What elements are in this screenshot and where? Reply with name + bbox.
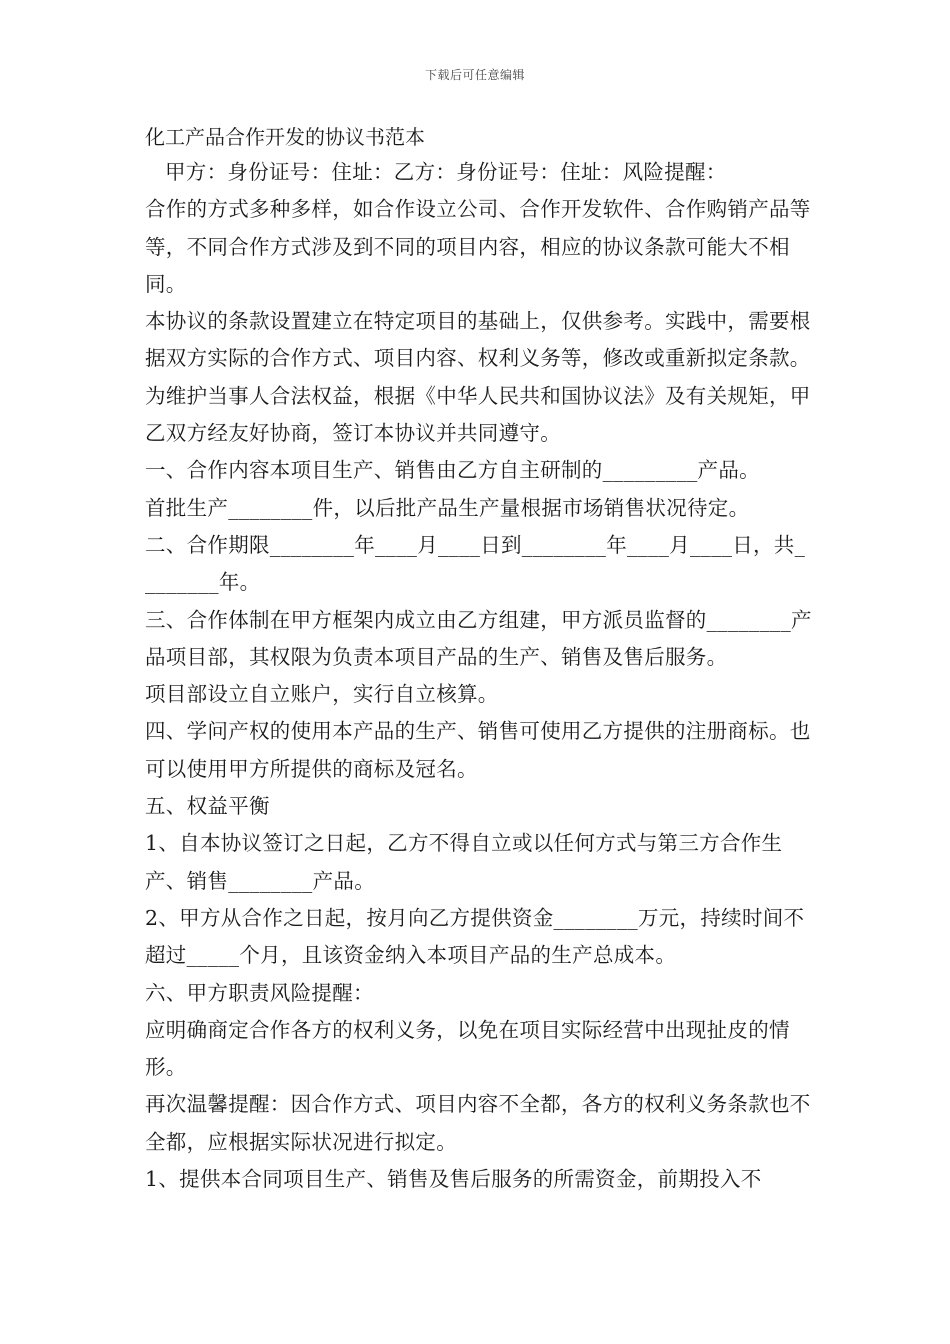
paragraph-clause-4: 四、学问产权的使用本产品的生产、销售可使用乙方提供的注册商标。也可以使用甲方所提供的商标及冠名。 xyxy=(145,719,811,781)
paragraph-clause-5-item-1: 1、自本协议签订之日起，乙方不得自立或以任何方式与第三方合作生产、销售________产品。 xyxy=(145,831,783,893)
paragraph-clause-5-item-2: 2、甲方从合作之日起，按月向乙方提供资金________万元，持续时间不超过_____个月，且该资金纳入本项目产品的生产总成本。 xyxy=(145,905,805,968)
paragraph-clause-1: 一、合作内容本项目生产、销售由乙方自主研制的_________产品。 xyxy=(145,458,760,483)
document-body xyxy=(145,120,815,1198)
paragraph-parties: 甲方：身份证号：住址：乙方：身份证号：住址：风险提醒： xyxy=(165,160,727,184)
document-title: 化工产品合作开发的协议书范本 xyxy=(145,125,425,149)
paragraph-clause-3-accounting: 项目部设立自立账户，实行自立核算。 xyxy=(145,682,499,707)
page-header: 下载后可任意编辑 xyxy=(424,68,525,82)
paragraph-clause-1-quantity: 首批生产________件，以后批产品生产量根据市场销售状况待定。 xyxy=(145,495,750,520)
paragraph-clause-6-heading: 六、甲方职责风险提醒： xyxy=(145,980,374,1005)
paragraph-clause-2: 二、合作期限________年____月____日到________年____月____日，共________年。 xyxy=(145,532,806,595)
paragraph-clause-3: 三、合作体制在甲方框架内成立由乙方组建，甲方派员监督的________产品项目部，其权限为负责本项目产品的生产、销售及售后服务。 xyxy=(145,607,812,669)
paragraph-clause-6-item-1: 1、提供本合同项目生产、销售及售后服务的所需资金，前期投入不 xyxy=(145,1167,762,1192)
paragraph-risk-note: 合作的方式多种多样，如合作设立公司、合作开发软件、合作购销产品等等，不同合作方式涉及到不同的项目内容，相应的协议条款可能大不相同。 xyxy=(145,197,811,296)
paragraph-preamble: 本协议的条款设置建立在特定项目的基础上，仅供参考。实践中，需要根据双方实际的合作方式、项目内容、权利义务等，修改或重新拟定条款。 为维护当事人合法权益，根据《中华人民共和国协议法》及有关规矩，甲乙双方经友好协商，签订本协议并共同遵守。 xyxy=(145,309,811,446)
paragraph-clause-6-note: 应明确商定合作各方的权利义务，以免在项目实际经营中出现扯皮的情形。 xyxy=(145,1017,790,1080)
paragraph-clause-5-heading: 五、权益平衡 xyxy=(145,794,270,819)
paragraph-reminder: 再次温馨提醒：因合作方式、项目内容不全都，各方的权利义务条款也不全都，应根据实际状况进行拟定。 xyxy=(145,1092,811,1154)
